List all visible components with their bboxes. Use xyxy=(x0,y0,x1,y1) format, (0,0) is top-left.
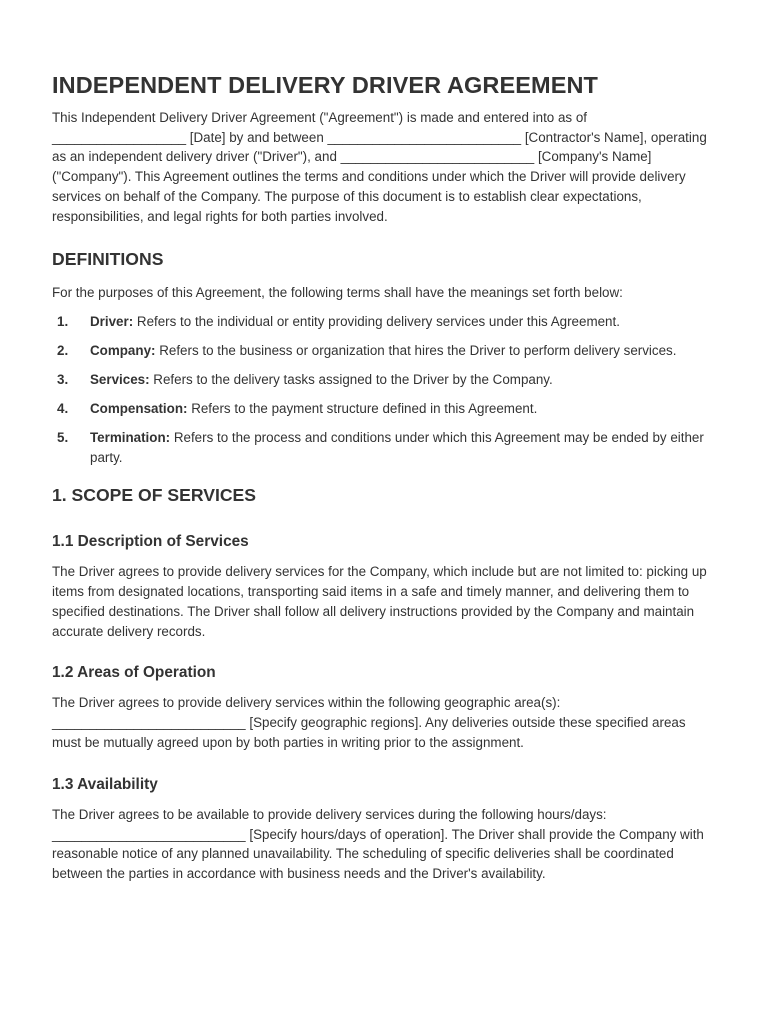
definition-item-services xyxy=(52,370,720,390)
definition-term: Company: xyxy=(90,343,156,359)
definition-item-compensation xyxy=(52,399,720,419)
list-number: 2. xyxy=(57,343,69,359)
scope-heading: 1. SCOPE OF SERVICES xyxy=(52,485,257,506)
intro-paragraph: This Independent Delivery Driver Agreement ("Agreement") is made and entered into as of __________________ [Date] by and between __________________________ [Contractor's Name], operating as an independent delivery driver ("Driver"), and __________________________ [Company's Name] ("Company"). This Agreement outlines the terms and conditions under which the Driver will provide delivery services on behalf of the Company. The purpose of this document is to establish clear expectations, responsibilities, and legal rights for both parties involved. xyxy=(52,110,707,224)
section-text-areas: The Driver agrees to provide delivery services within the following geographic area(s): __________________________ [Specify geographic regions]. Any deliveries outside these specified areas must be mutually agreed upon by both parties in writing prior to the assignment. xyxy=(52,695,686,750)
definition-term: Termination: xyxy=(90,430,171,446)
list-number: 5. xyxy=(57,430,69,446)
section-heading-description: 1.1 Description of Services xyxy=(52,533,249,551)
definition-text: Refers to the delivery tasks assigned to the Driver by the Company. xyxy=(149,372,553,388)
definition-text: Refers to the process and conditions under which this Agreement may be ended by either party. xyxy=(90,430,704,465)
definitions-list xyxy=(52,312,720,467)
section-heading-areas: 1.2 Areas of Operation xyxy=(52,664,216,682)
definition-text: Refers to the individual or entity providing delivery services under this Agreement. xyxy=(133,314,620,330)
list-number: 4. xyxy=(57,401,69,417)
definition-text: Refers to the business or organization that hires the Driver to perform delivery services. xyxy=(155,343,677,359)
definition-term: Services: xyxy=(90,372,150,388)
document-title: INDEPENDENT DELIVERY DRIVER AGREEMENT xyxy=(52,72,599,98)
definition-item-company xyxy=(52,341,720,361)
definition-text: Refers to the payment structure defined in this Agreement. xyxy=(187,401,538,417)
list-number: 1. xyxy=(57,314,69,330)
section-text-availability: The Driver agrees to be available to provide delivery services during the following hours/days: __________________________ [Specify hours/days of operation]. The Driver shall provide the Company with reasonable notice of any planned unavailability. The scheduling of specific deliveries shall be coordinated between the parties in accordance with business needs and the Driver's availability. xyxy=(52,806,704,882)
section-heading-availability: 1.3 Availability xyxy=(52,775,158,793)
definition-item-driver xyxy=(52,312,720,332)
definition-term: Compensation: xyxy=(90,401,188,417)
definitions-heading: DEFINITIONS xyxy=(52,249,164,270)
definitions-intro: For the purposes of this Agreement, the following terms shall have the meanings set forth below: xyxy=(52,285,623,301)
section-text-description: The Driver agrees to provide delivery services for the Company, which include but are not limited to: picking up items from designated locations, transporting said items in a safe and timely manner, and delivering them to specified destinations. The Driver shall follow all delivery instructions provided by the Company and maintain accurate delivery records. xyxy=(52,564,707,639)
definition-item-termination xyxy=(52,428,720,467)
list-number: 3. xyxy=(57,372,69,388)
definition-term: Driver: xyxy=(90,314,134,330)
